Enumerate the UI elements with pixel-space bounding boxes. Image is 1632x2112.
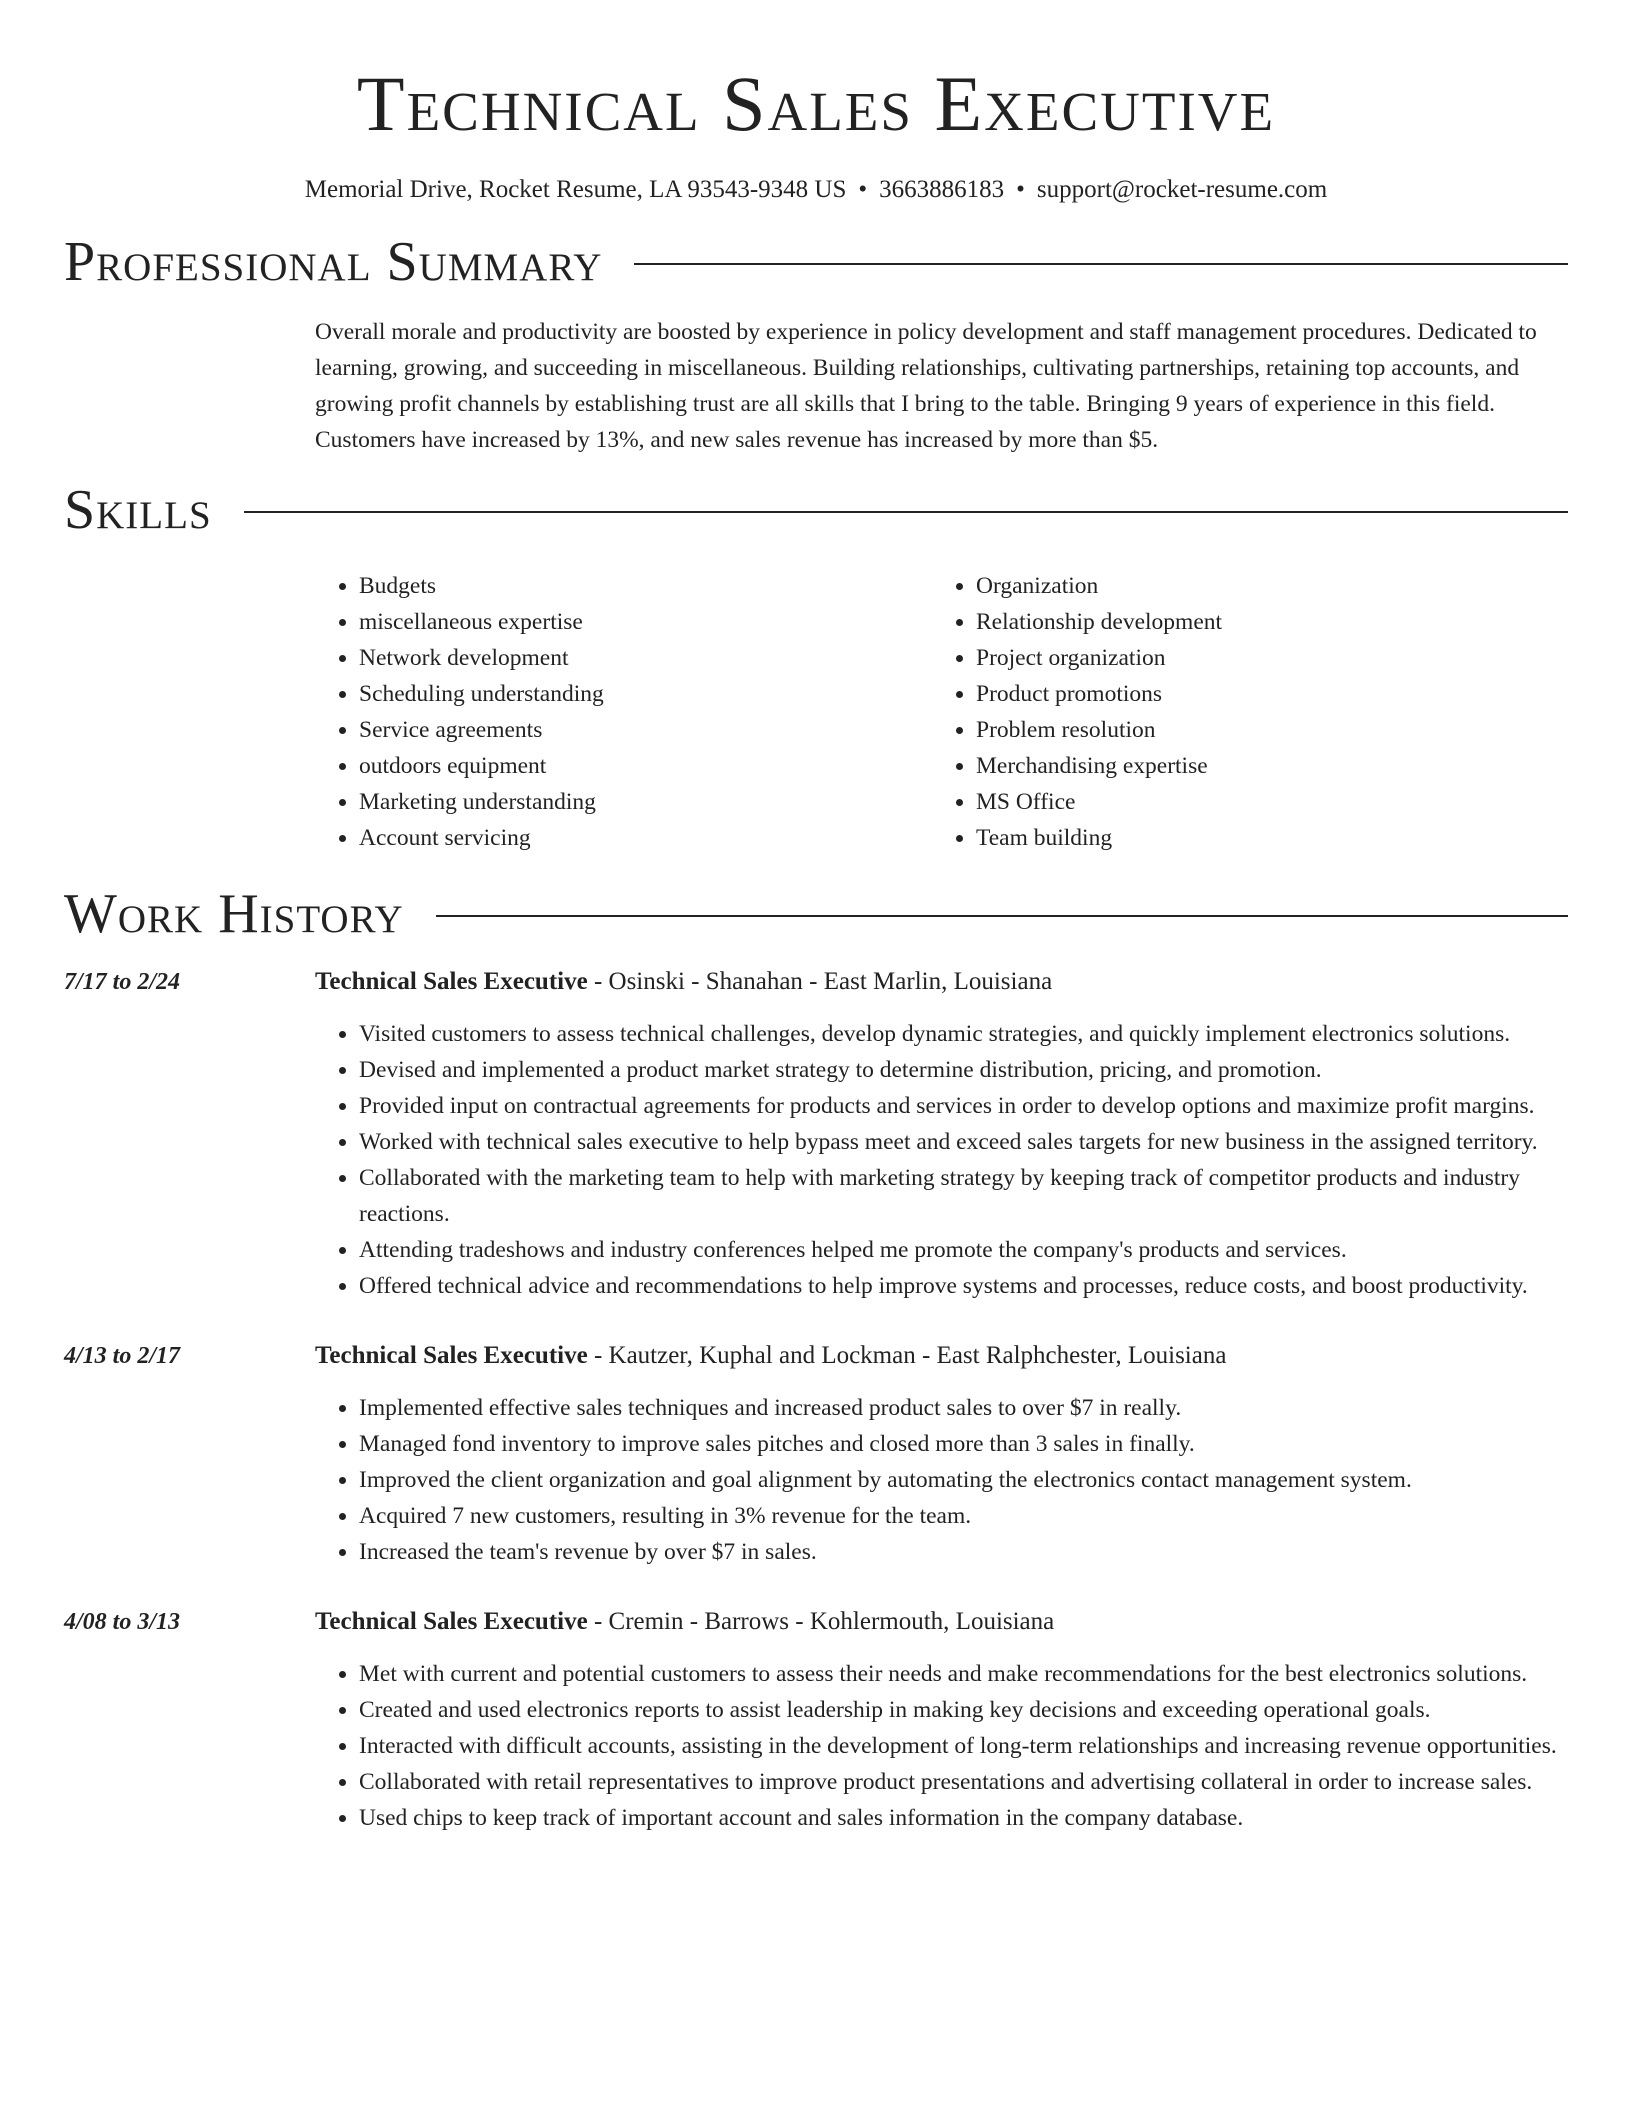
contact-separator: • — [858, 176, 868, 203]
skill-item: • Relationship development — [976, 604, 1549, 640]
skills-section — [64, 478, 1568, 856]
job-company: - Cremin - Barrows - Kohlermouth, Louisiana — [593, 1608, 1055, 1635]
job-bullet: • Created and used electronics reports to assist leadership in making key decisions and exceeding operational goals. — [359, 1692, 1568, 1728]
job-bullet: • Increased the team's revenue by over $7 in sales. — [359, 1534, 1568, 1570]
job-bullet: • Interacted with difficult accounts, assisting in the development of long-term relationships and increasing revenue opportunities. — [359, 1728, 1568, 1764]
section-divider — [634, 263, 1568, 265]
summary-section — [64, 230, 1568, 458]
work-history-section — [64, 882, 1568, 1836]
resume-name: Technical Sales Executive — [356, 60, 1276, 147]
job-bullets — [315, 1656, 1568, 1836]
skills-grid — [315, 568, 1568, 856]
skills-list-left — [315, 568, 932, 856]
skill-item: • Merchandising expertise — [976, 748, 1549, 784]
job-bullet: • Managed fond inventory to improve sales pitches and closed more than 3 sales in finally. — [359, 1426, 1568, 1462]
skill-item: • Account servicing — [359, 820, 932, 856]
job-bullet: • Offered technical advice and recommendations to help improve systems and processes, reduce costs, and boost productivity. — [359, 1268, 1568, 1304]
skill-item: • Project organization — [976, 640, 1549, 676]
contact-email: support@rocket-resume.com — [1036, 176, 1328, 203]
work-history-title: Work History — [64, 883, 404, 945]
job-title: Technical Sales Executive — [315, 1342, 588, 1369]
skills-list-right — [932, 568, 1549, 856]
job-dates: 7/17 to 2/24 — [64, 969, 181, 995]
job-entry — [64, 964, 1568, 1304]
contact-address: Memorial Drive, Rocket Resume, LA 93543-9348 US — [304, 176, 847, 203]
job-bullet: • Visited customers to assess technical challenges, develop dynamic strategies, and quickly implement electronics solutions. — [359, 1016, 1568, 1052]
skill-item: • MS Office — [976, 784, 1549, 820]
section-divider — [436, 915, 1568, 917]
job-title: Technical Sales Executive — [315, 968, 588, 995]
job-bullet: • Used chips to keep track of important account and sales information in the company database. — [359, 1800, 1568, 1836]
job-heading — [315, 1338, 1568, 1374]
job-list — [64, 964, 1568, 1836]
skill-item: • Team building — [976, 820, 1549, 856]
skill-item: • Service agreements — [359, 712, 932, 748]
job-title: Technical Sales Executive — [315, 1608, 588, 1635]
skill-item: • Network development — [359, 640, 932, 676]
skill-item: • Organization — [976, 568, 1549, 604]
contact-phone: 3663886183 — [879, 176, 1005, 203]
job-dates: 4/13 to 2/17 — [64, 1343, 181, 1369]
skills-title: Skills — [64, 479, 212, 541]
job-dates: 4/08 to 3/13 — [64, 1609, 181, 1635]
skill-item: • miscellaneous expertise — [359, 604, 932, 640]
job-bullet: • Worked with technical sales executive to help bypass meet and exceed sales targets for new business in the assigned territory. — [359, 1124, 1568, 1160]
job-entry — [64, 1338, 1568, 1570]
resume-page — [64, 0, 1568, 1836]
job-bullet: • Met with current and potential customers to assess their needs and make recommendations for the best electronics solutions. — [359, 1656, 1568, 1692]
job-heading — [315, 964, 1568, 1000]
skill-item: • Marketing understanding — [359, 784, 932, 820]
work-history-header — [64, 882, 1568, 946]
contact-line — [64, 172, 1568, 208]
job-bullet: • Provided input on contractual agreements for products and services in order to develop options and maximize profit margins. — [359, 1088, 1568, 1124]
skills-header — [64, 478, 1568, 542]
summary-text: Overall morale and productivity are boosted by experience in policy development and staff management procedures. Dedicated to learning, growing, and succeeding in miscellaneous. Building relationships, cultivating partnerships, retaining top accounts, and growing profit channels by establishing trust are all skills that I bring to the table. Bringing 9 years of experience in this field. Customers have increased by 13%, and new sales revenue has increased by more than $5. — [315, 319, 1537, 453]
skill-item: • Problem resolution — [976, 712, 1549, 748]
job-heading — [315, 1604, 1568, 1640]
job-bullet: • Attending tradeshows and industry conferences helped me promote the company's products and services. — [359, 1232, 1568, 1268]
job-company: - Osinski - Shanahan - East Marlin, Louisiana — [593, 968, 1053, 995]
contact-separator: • — [1016, 176, 1025, 203]
job-bullet: • Collaborated with retail representatives to improve product presentations and advertising collateral in order to increase sales. — [359, 1764, 1568, 1800]
job-bullet: • Acquired 7 new customers, resulting in 3% revenue for the team. — [359, 1498, 1568, 1534]
skill-item: • outdoors equipment — [359, 748, 932, 784]
skill-item: • Scheduling understanding — [359, 676, 932, 712]
summary-header — [64, 230, 1568, 294]
job-bullet: • Improved the client organization and goal alignment by automating the electronics contact management system. — [359, 1462, 1568, 1498]
job-bullet: • Collaborated with the marketing team to help with marketing strategy by keeping track of competitor products and industry reactions. — [359, 1160, 1568, 1232]
job-entry — [64, 1604, 1568, 1836]
job-company: - Kautzer, Kuphal and Lockman - East Ralphchester, Louisiana — [593, 1342, 1227, 1369]
job-bullet: • Devised and implemented a product market strategy to determine distribution, pricing, and promotion. — [359, 1052, 1568, 1088]
job-bullets — [315, 1390, 1568, 1570]
section-divider — [244, 511, 1568, 513]
job-bullets — [315, 1016, 1568, 1304]
skill-item: • Product promotions — [976, 676, 1549, 712]
job-bullet: • Implemented effective sales techniques and increased product sales to over $7 in really. — [359, 1390, 1568, 1426]
summary-title: Professional Summary — [64, 231, 603, 293]
skill-item: • Budgets — [359, 568, 932, 604]
